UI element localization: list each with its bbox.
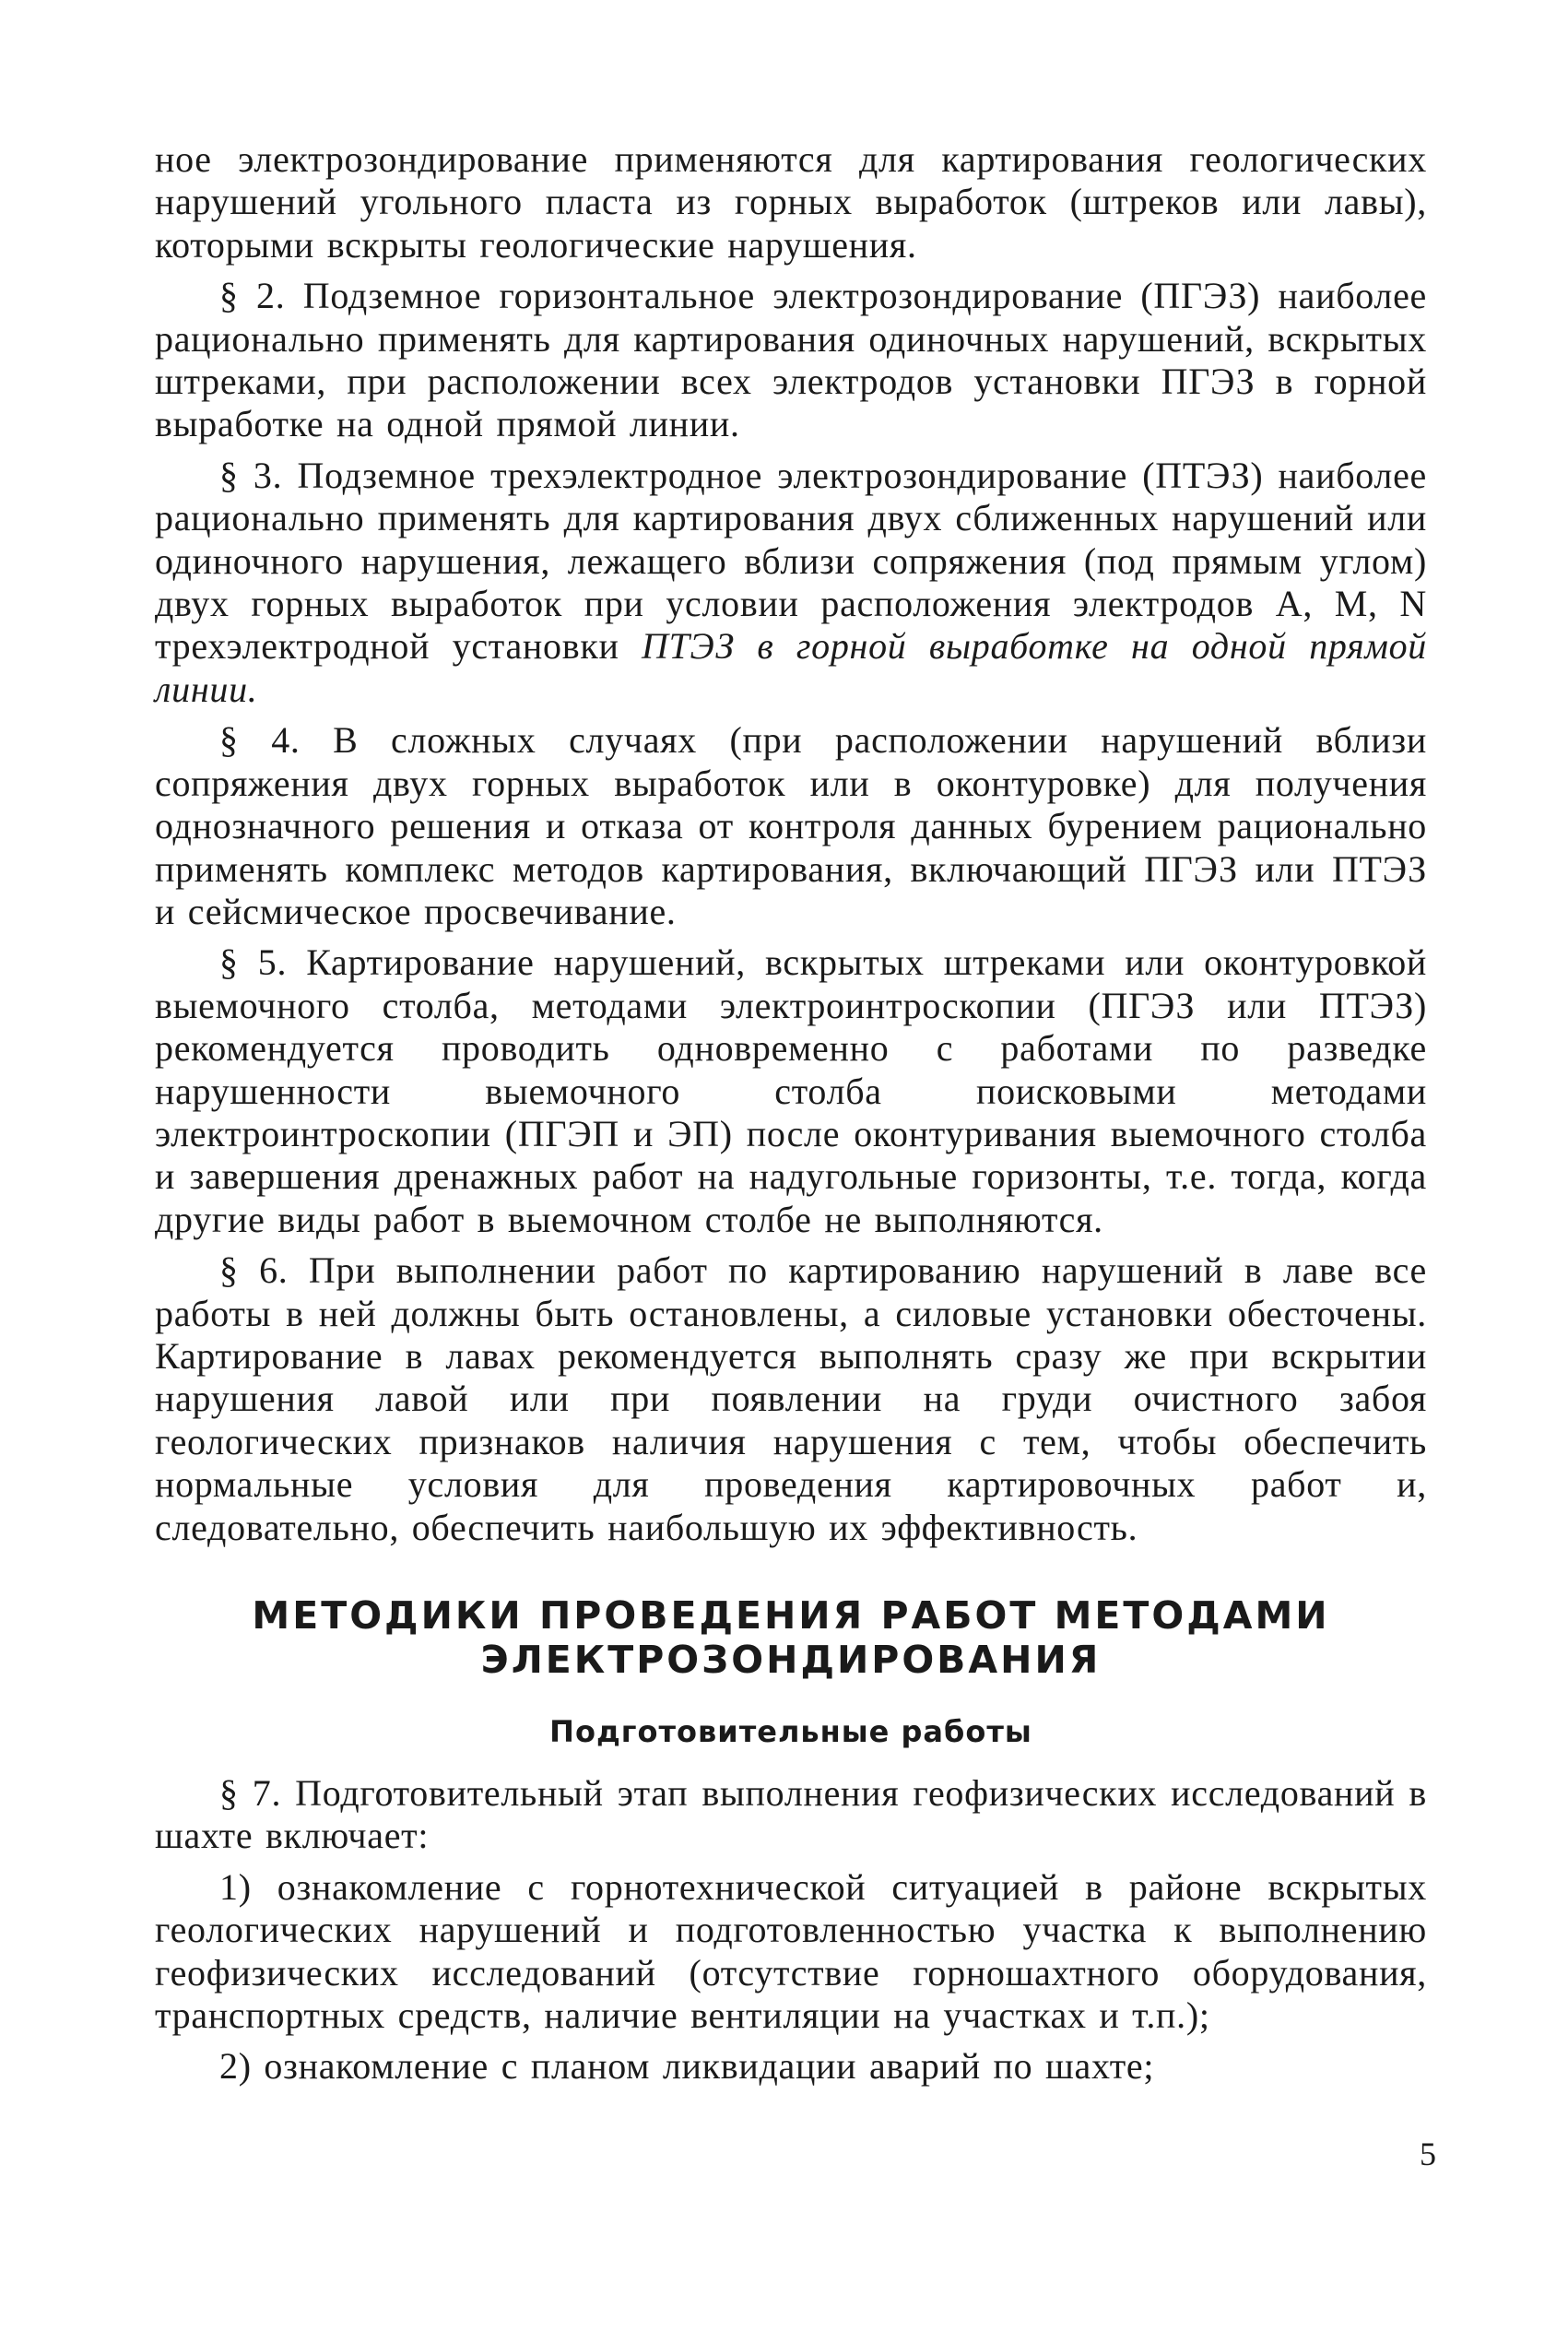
paragraph-section-5: § 5. Картирование нарушений, вскрытых штреками или оконтуровкой выемочного столба, методами электроинтроскопии (ПГЭЗ или ПТЭЗ) рекомендуется проводить одновременно с работами по разведке нарушенности выемочного столба поисковыми методами электроинтроскопии (ПГЭП и ЭП) после оконтуривания выемочного столба и завершения дренажных работ на надугольные горизонты, т.е. тогда, когда другие виды работ в выемочном столбе не выполняются. — [155, 941, 1427, 1240]
paragraph-section-2: § 2. Подземное горизонтальное электрозондирование (ПГЭЗ) наиболее рационально применять для картирования одиночных нарушений, вскрытых штреками, при расположении всех электродов установки ПГЭЗ в горной выработке на одной прямой линии. — [155, 275, 1427, 445]
section-heading-line-1: МЕТОДИКИ ПРОВЕДЕНИЯ РАБОТ МЕТОДАМИ — [252, 1593, 1330, 1638]
page-number: 5 — [1420, 2136, 1436, 2172]
paragraph-section-7: § 7. Подготовительный этап выполнения геофизических исследований в шахте включает: — [155, 1772, 1427, 1857]
section-heading — [155, 1593, 1427, 1682]
paragraph-section-3-italic: ПТЭЗ в горной выработке на одной прямой линии. — [155, 625, 1428, 710]
list-item-2: 2) ознакомление с планом ликвидации аварий по шахте; — [219, 2045, 1155, 2088]
subsection-heading: Подготовительные работы — [549, 1714, 1032, 1749]
paragraph-section-6: § 6. При выполнении работ по картированию нарушений в лаве все работы в ней должны быть остановлены, а силовые установки обесточены. Картирование в лавах рекомендуется выполнять сразу же при вскрытии нарушения лавой или при появлении на груди очистного забоя геологических признаков наличия нарушения с тем, чтобы обеспечить нормальные условия для проведения картировочных работ и, следовательно, обеспечить наибольшую их эффективность. — [155, 1249, 1427, 1548]
list-item-1: 1) ознакомление с горнотехнической ситуацией в районе вскрытых геологических нарушений и подготовленностью участка к выполнению геофизических исследований (отсутствие горношахтного оборудования, транспортных средств, наличие вентиляции на участках и т.п.); — [155, 1865, 1427, 2037]
paragraph-continuation: ное электрозондирование применяются для картирования геологических нарушений угольного пласта из горных выработок (штреков или лавы), которыми вскрыты геологические нарушения. — [155, 138, 1427, 266]
paragraph-section-3-text: § 3. Подземное трехэлектродное электрозондирование (ПТЭЗ) наиболее рационально применять для картирования двух сближенных нарушений или одиночного нарушения, лежащего вблизи сопряжения (под прямым углом) двух горных выработок при условии расположения электродов А, М, N трехэлектродной установки — [155, 454, 1427, 668]
section-heading-line-2: ЭЛЕКТРОЗОНДИРОВАНИЯ — [480, 1638, 1102, 1682]
paragraph-section-3 — [155, 455, 1427, 711]
page-content — [155, 138, 1427, 2097]
paragraph-section-4: § 4. В сложных случаях (при расположении нарушений вблизи сопряжения двух горных выработок или в оконтуровке) для получения однозначного решения и отказа от контроля данных бурением рационально применять комплекс методов картирования, включающий ПГЭЗ или ПТЭЗ и сейсмическое просвечивание. — [155, 719, 1427, 932]
